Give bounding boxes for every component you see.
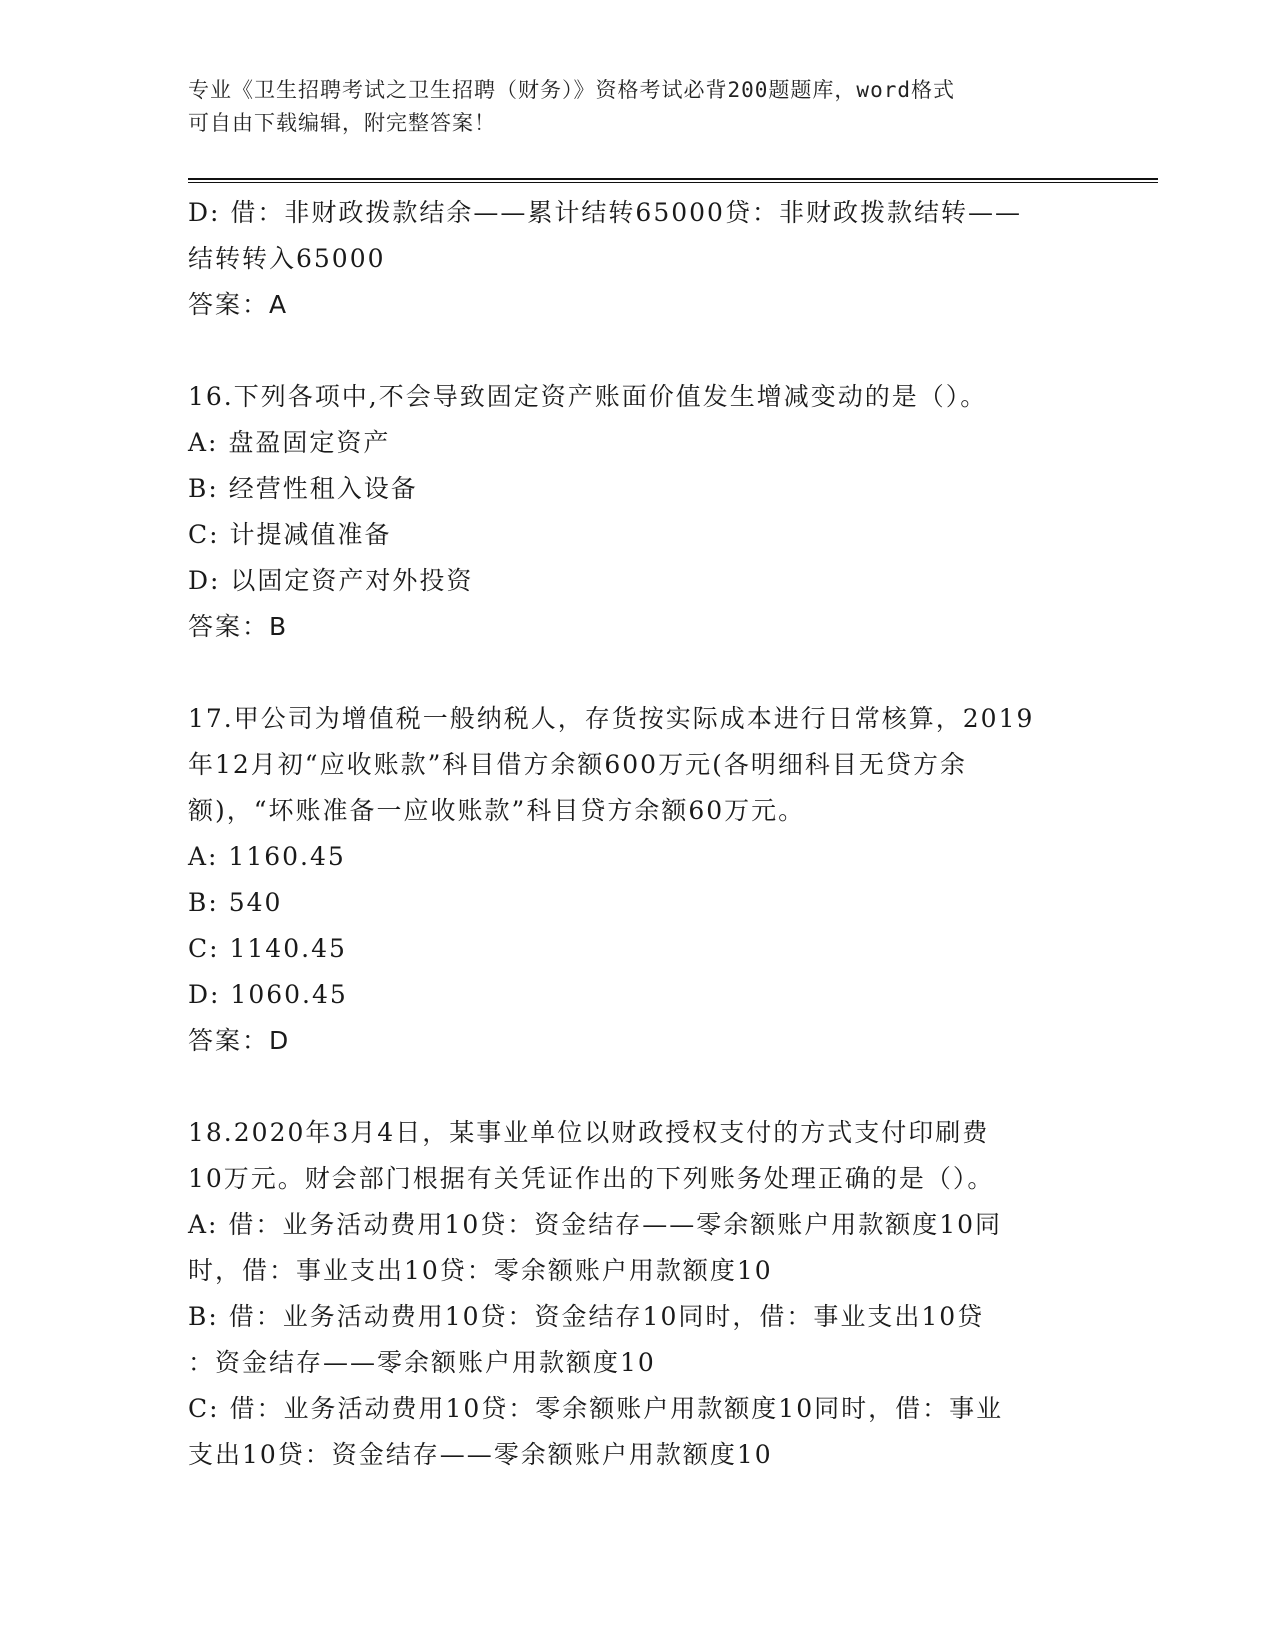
option-c: C: 1140.45 — [188, 934, 347, 963]
spacer — [188, 1064, 1088, 1110]
question-16 — [188, 374, 1088, 650]
option-a-line1: A: 借：业务活动费用10贷：资金结存——零余额账户用款额度10同 — [188, 1210, 1003, 1239]
option-d: D: 以固定资产对外投资 — [188, 566, 474, 595]
question-stem: 16.下列各项中,不会导致固定资产账面价值发生增减变动的是（）。 — [188, 382, 988, 411]
option-d: D: 1060.45 — [188, 980, 348, 1009]
option-b: B: 540 — [188, 888, 283, 917]
option-b-line1: B: 借：业务活动费用10贷：资金结存10同时，借：事业支出10贷 — [188, 1302, 985, 1331]
spacer — [188, 328, 1088, 374]
document-header — [188, 74, 1068, 140]
question-stem-line1: 17.甲公司为增值税一般纳税人，存货按实际成本进行日常核算，2019 — [188, 704, 1035, 733]
option-c-line1: C: 借：业务活动费用10贷：零余额账户用款额度10同时，借：事业 — [188, 1394, 1004, 1423]
header-title-line2: 可自由下载编辑，附完整答案！ — [188, 111, 496, 135]
spacer — [188, 650, 1088, 696]
answer-label: 答案：A — [188, 290, 289, 319]
question-stem-line2: 年12月初“应收账款”科目借方余额600万元(各明细科目无贷方余 — [188, 750, 967, 779]
question-18 — [188, 1110, 1088, 1478]
option-d-line1: D: 借：非财政拨款结余——累计结转65000贷：非财政拨款结转—— — [188, 198, 1022, 227]
option-c: C: 计提减值准备 — [188, 520, 392, 549]
document-body — [188, 190, 1088, 1478]
option-d-line2: 结转转入65000 — [188, 244, 386, 273]
option-a: A: 1160.45 — [188, 842, 346, 871]
answer-label: 答案：B — [188, 612, 289, 641]
answer-label: 答案：D — [188, 1026, 291, 1055]
option-b: B: 经营性租入设备 — [188, 474, 418, 503]
header-divider — [188, 178, 1158, 183]
option-a-line2: 时，借：事业支出10贷：零余额账户用款额度10 — [188, 1256, 773, 1285]
question-stem-line2: 10万元。财会部门根据有关凭证作出的下列账务处理正确的是（）。 — [188, 1164, 995, 1193]
option-a: A: 盘盈固定资产 — [188, 428, 391, 457]
option-c-line2: 支出10贷：资金结存——零余额账户用款额度10 — [188, 1440, 773, 1469]
question-stem-line3: 额)，“坏账准备一应收账款”科目贷方余额60万元。 — [188, 796, 806, 825]
question-stem-line1: 18.2020年3月4日，某事业单位以财政授权支付的方式支付印刷费 — [188, 1118, 990, 1147]
question-15-tail — [188, 190, 1088, 328]
header-title-line1: 专业《卫生招聘考试之卫生招聘（财务）》资格考试必背200题题库，word格式 — [188, 78, 955, 102]
question-17 — [188, 696, 1088, 1064]
option-b-line2: ：资金结存——零余额账户用款额度10 — [188, 1348, 656, 1377]
